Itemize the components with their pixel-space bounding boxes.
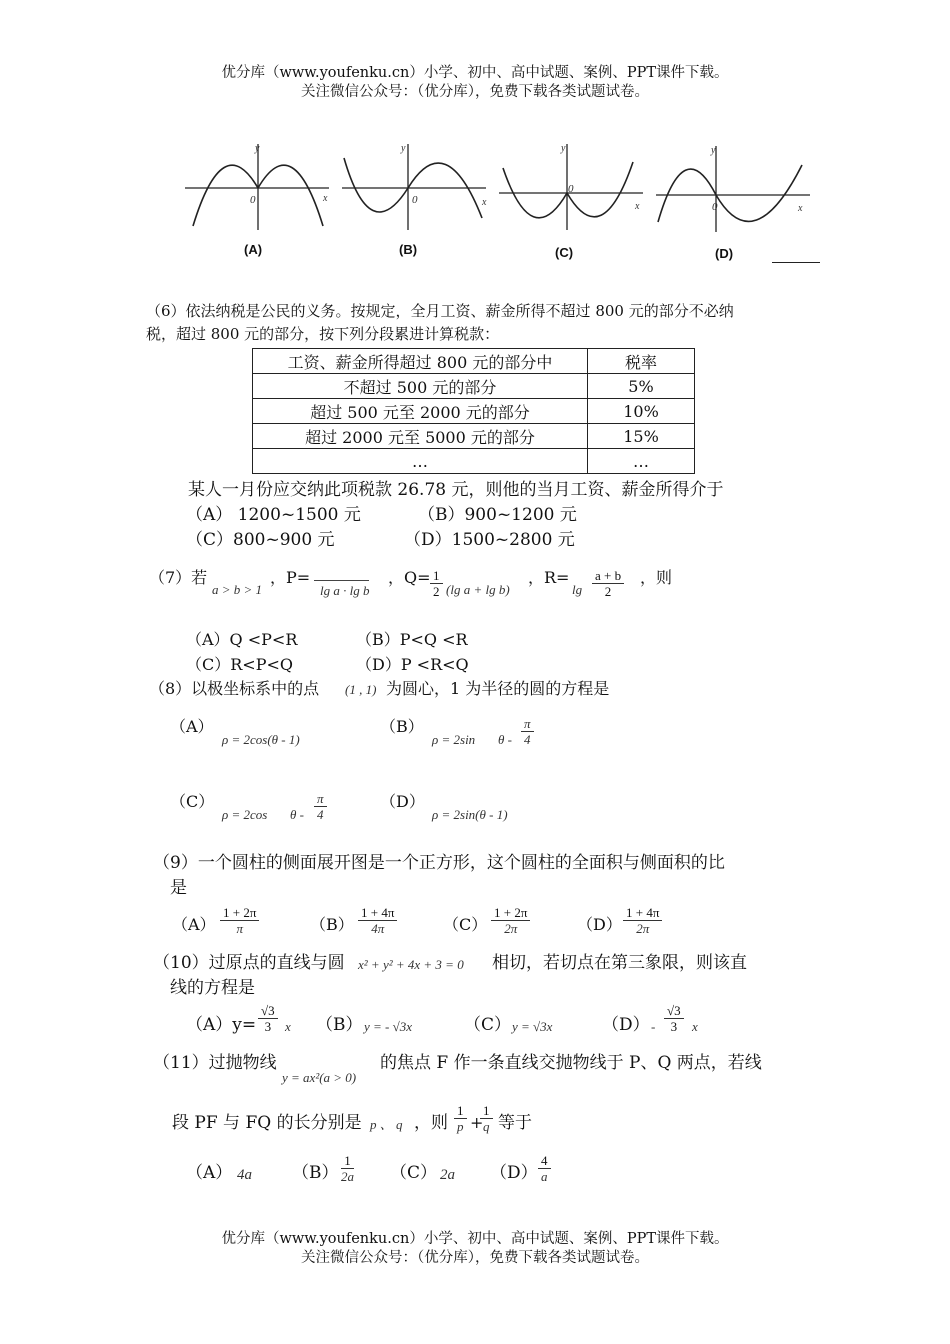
q6-option-d: （D）1500~2800 元 (404, 530, 575, 550)
q8-option-a-label: （A） (170, 717, 214, 736)
fraction-denominator: π (236, 921, 243, 936)
q10-option-d-label: （D） (602, 1015, 650, 1035)
q10-option-c-expr: y = √3x (512, 1019, 553, 1034)
fraction-numerator: 1 (454, 1103, 467, 1119)
y-label: y (401, 143, 406, 154)
q9-option-a-label: （A） (172, 915, 216, 934)
origin-label: 0 (568, 183, 574, 195)
q8-suffix: 为圆心，1 为半径的圆的方程是 (386, 679, 610, 698)
x-label: x (635, 201, 640, 212)
q9-line-1: （9）一个圆柱的侧面展开图是一个正方形，这个圆柱的全面积与侧面积的比 (153, 853, 725, 873)
q10-suffix: 相切，若切点在第三象限，则该直 (492, 953, 747, 973)
q6-stem: 某人一月份应交纳此项税款 26.78 元，则他的当月工资、薪金所得介于 (188, 480, 724, 500)
q10-option-a-x: x (285, 1019, 291, 1034)
graph-d (654, 140, 814, 235)
q10-line-2: 线的方程是 (170, 978, 255, 998)
x-label: x (798, 203, 803, 214)
q10-option-a-frac (256, 1003, 280, 1034)
table-cell: 不超过 500 元的部分 (253, 374, 588, 399)
q7-option-d: （D）P <R<Q (356, 655, 469, 674)
table-cell: 5% (588, 374, 695, 399)
tax-table (252, 348, 695, 474)
q10-option-d-x: x (692, 1019, 698, 1034)
footer-line-2: 关注微信公众号：（优分库），免费下载各类试题试卷。 (301, 1250, 649, 1266)
q7-r-lg: lg (572, 582, 583, 597)
q11-suffix: 的焦点 F 作一条直线交抛物线于 P、Q 两点，若线 (380, 1053, 762, 1073)
fraction-denominator: p (457, 1119, 464, 1134)
curve (658, 165, 802, 222)
q10-option-d-minus: - (651, 1019, 656, 1034)
q8-option-d-label: （D） (380, 792, 425, 811)
fraction-denominator: 3 (264, 1019, 272, 1034)
q10-option-c-label: （C） (464, 1015, 512, 1035)
q11-line-2-mid: ，则 (414, 1113, 448, 1133)
q10-prefix: （10）过原点的直线与圆 (153, 953, 345, 973)
origin-label: 0 (412, 194, 418, 206)
q7-r-label: ，R= (528, 568, 570, 587)
q11-option-b-frac (336, 1153, 359, 1184)
q10-option-a-label: （A）y= (186, 1015, 257, 1035)
table-cell: 超过 500 元至 2000 元的部分 (253, 399, 588, 424)
table-cell: 15% (588, 424, 695, 449)
q10-option-b-expr: y = - √3x (364, 1019, 413, 1034)
fraction-denominator: 2 (604, 584, 612, 599)
fraction-denominator: 2 (433, 584, 440, 599)
q8-option-c-theta: θ - (290, 807, 304, 822)
q7-suffix: ，则 (640, 568, 673, 587)
fraction-denominator: 4 (524, 732, 531, 747)
fraction-numerator: √3 (664, 1003, 684, 1019)
origin-label: 0 (712, 201, 718, 213)
table-row (253, 374, 695, 399)
q7-prefix: （7）若 (149, 568, 208, 587)
q11-option-c-label: （C） (390, 1163, 438, 1183)
q8-option-c-label: （C） (170, 792, 215, 811)
q11-option-a-label: （A） (186, 1163, 233, 1183)
q11-line-2-suffix: 等于 (498, 1113, 532, 1133)
q11-option-c-expr: 2a (440, 1167, 455, 1183)
q6-option-c: （C）800~900 元 (186, 530, 335, 550)
answer-blank-line (772, 262, 820, 263)
graph-label-b: (B) (399, 242, 418, 257)
fraction-numerator: 1 + 2π (491, 905, 530, 921)
graph-label-d: (D) (715, 246, 734, 261)
q9-option-b-label: （B） (310, 915, 354, 934)
fraction-numerator: 4 (538, 1153, 551, 1169)
fraction-numerator: π (314, 791, 327, 807)
q10-option-d-frac (662, 1003, 686, 1034)
fraction-denominator: 2π (636, 921, 650, 936)
y-label: y (255, 143, 260, 154)
q7-half (428, 568, 445, 599)
q11-line-2-prefix: 段 PF 与 FQ 的长分别是 (172, 1113, 362, 1133)
q7-option-c: （C）R<P<Q (186, 655, 293, 674)
table-header-cell: 税率 (588, 349, 695, 374)
table-header-cell: 工资、薪金所得超过 800 元的部分中 (253, 349, 588, 374)
q7-option-b: （B）P<Q <R (356, 630, 468, 649)
q8-prefix: （8）以极坐标系中的点 (149, 679, 320, 698)
table-header-row (253, 349, 695, 374)
graph-label-c: (C) (555, 245, 574, 260)
fraction-numerator: π (521, 716, 534, 732)
table-cell: … (253, 449, 588, 474)
fraction-numerator: 1 (341, 1153, 354, 1169)
q10-circle: x² + y² + 4x + 3 = 0 (358, 957, 464, 972)
q7-p-expr: lg a · lg b (314, 580, 369, 601)
fraction-numerator: 1 (480, 1103, 493, 1119)
q11-parabola: y = ax²(a > 0) (282, 1070, 357, 1085)
q9-option-a-frac (218, 905, 261, 936)
fraction-numerator: 1 + 4π (623, 905, 662, 921)
fraction-denominator: 4 (317, 807, 324, 822)
q11-option-d-frac (536, 1153, 553, 1184)
fraction-denominator: 3 (670, 1019, 678, 1034)
q6-line-2: 税，超过 800 元的部分，按下列分段累进计算税款： (146, 325, 500, 343)
origin-label: 0 (250, 194, 256, 206)
q9-option-c-label: （C） (443, 915, 488, 934)
x-label: x (482, 197, 487, 208)
q8-option-c-expr: ρ = 2cos (222, 807, 268, 822)
q7-p-label: ，P= (270, 568, 311, 587)
q6-option-a: （A） 1200~1500 元 (186, 505, 361, 525)
header-line-2: 关注微信公众号：（优分库），免费下载各类试题试卷。 (301, 84, 649, 100)
footer-line-1: 优分库（www.youfenku.cn）小学、初中、高中试题、案例、PPT课件下载。 (221, 1231, 729, 1247)
q11-option-a-expr: 4a (237, 1167, 252, 1183)
q11-prefix: （11）过抛物线 (153, 1053, 277, 1073)
fraction-numerator: 1 + 4π (358, 905, 397, 921)
fraction-denominator: a (541, 1169, 548, 1184)
fraction-denominator: 2a (341, 1169, 354, 1184)
q8-option-b-frac (519, 716, 536, 747)
q7-r-frac (590, 568, 626, 599)
q8-option-c-frac (312, 791, 329, 822)
fraction-numerator: 1 (430, 568, 443, 584)
q8-option-a-expr: ρ = 2cos(θ - 1) (222, 732, 300, 747)
q6-line-1: （6）依法纳税是公民的义务。按规定，全月工资、薪金所得不超过 800 元的部分不必纳 (146, 302, 734, 320)
table-cell: 超过 2000 元至 5000 元的部分 (253, 424, 588, 449)
q11-option-d-label: （D） (490, 1163, 538, 1183)
q10-option-b-label: （B） (316, 1015, 363, 1035)
fraction-denominator: 2π (504, 921, 518, 936)
q9-option-d-label: （D） (577, 915, 622, 934)
q7-condition: a > b > 1 (212, 582, 263, 597)
graph-label-a: (A) (244, 242, 263, 257)
fraction-numerator: a + b (592, 568, 624, 584)
table-cell: … (588, 449, 695, 474)
q11-frac-1-over-q (478, 1103, 495, 1134)
q11-pq: p 、 q (370, 1117, 403, 1132)
q8-option-b-label: （B） (380, 717, 424, 736)
table-row (253, 424, 695, 449)
fraction-numerator: 1 + 2π (220, 905, 259, 921)
table-row (253, 449, 695, 474)
header-line-1: 优分库（www.youfenku.cn）小学、初中、高中试题、案例、PPT课件下载。 (221, 65, 729, 81)
q11-option-b-label: （B） (292, 1163, 339, 1183)
q7-option-a: （A）Q <P<R (186, 630, 298, 649)
q7-q-label: ，Q= (388, 568, 431, 587)
table-row (253, 399, 695, 424)
q8-option-b-expr: ρ = 2sin (432, 732, 476, 747)
q8-option-b-theta: θ - (498, 732, 512, 747)
q7-q-expr: (lg a + lg b) (446, 582, 510, 597)
q6-option-b: （B）900~1200 元 (418, 505, 577, 525)
table-cell: 10% (588, 399, 695, 424)
y-label: y (711, 145, 716, 156)
q11-plus: + (470, 1113, 484, 1132)
fraction-denominator: q (483, 1119, 490, 1134)
q9-option-d-frac (621, 905, 664, 936)
q8-option-d-expr: ρ = 2sin(θ - 1) (432, 807, 508, 822)
q9-line-2: 是 (170, 878, 187, 898)
y-label: y (561, 143, 566, 154)
q9-option-b-frac (356, 905, 399, 936)
fraction-numerator: √3 (258, 1003, 278, 1019)
q9-option-c-frac (489, 905, 532, 936)
q11-frac-1-over-p (452, 1103, 469, 1134)
q8-point: (1 , 1) (345, 682, 377, 697)
graph-b (340, 138, 490, 233)
fraction-denominator: 4π (371, 921, 385, 936)
x-label: x (323, 193, 328, 204)
